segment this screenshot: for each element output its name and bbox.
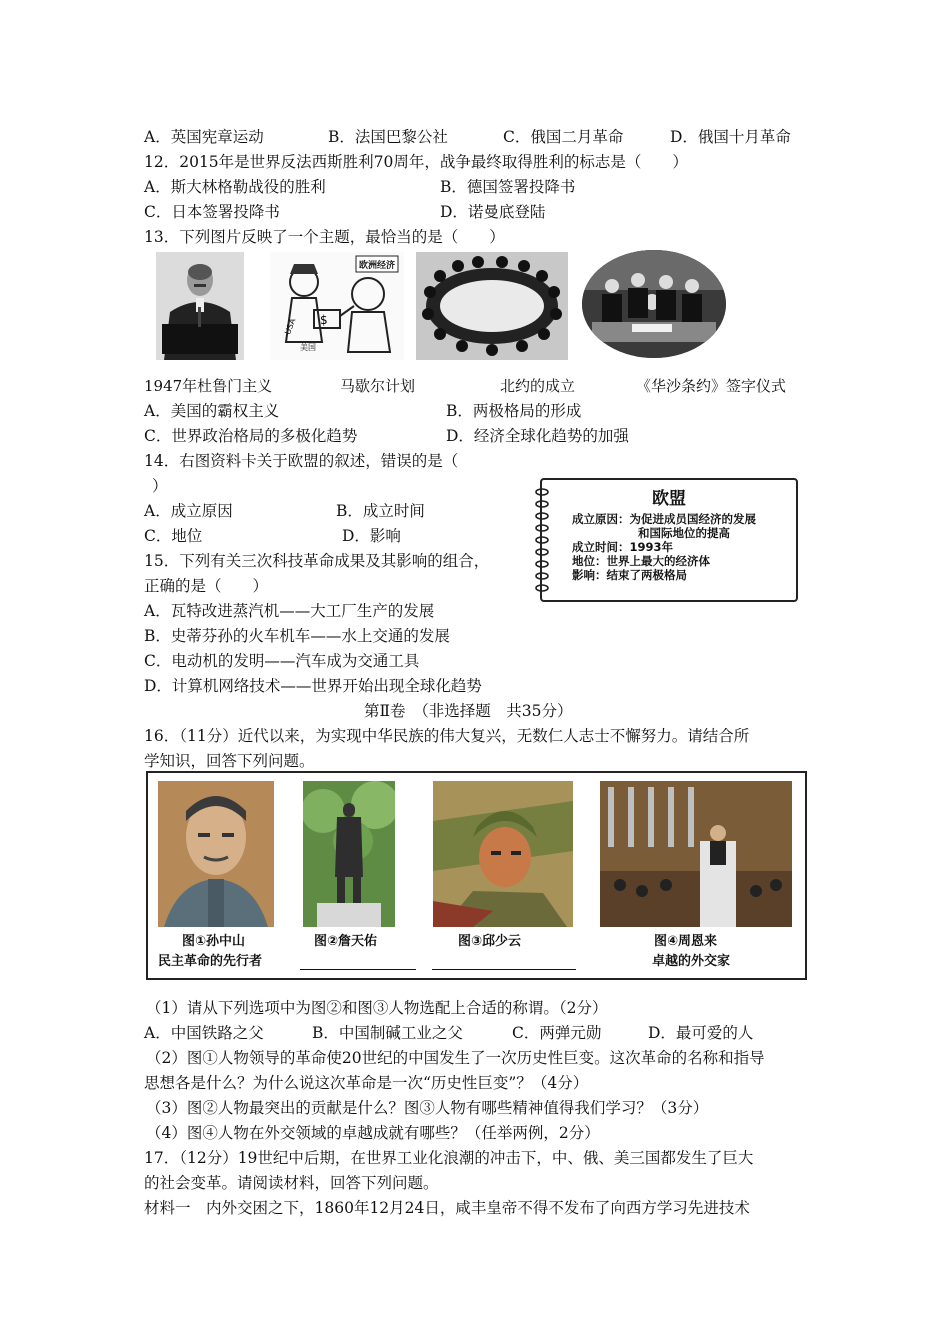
q14-option-b: B．成立时间 — [336, 502, 425, 520]
q14-stem-close: ） — [152, 477, 168, 495]
q14-stem: 14．右图资料卡关于欧盟的叙述，错误的是（ — [144, 452, 459, 470]
q16-sub3: （3）图②人物最突出的贡献是什么？图③人物有哪些精神值得我们学习？（3分） — [146, 1099, 709, 1117]
eu-card-status: 地位：世界上最大的经济体 — [572, 554, 710, 568]
q13-caption-warsaw-pact: 《华沙条约》签字仪式 — [636, 377, 787, 395]
q15-stem-cont: 正确的是（ ） — [144, 577, 269, 595]
fig1-label: 图①孙中山 — [182, 934, 246, 949]
q13-caption-marshall-plan: 马歇尔计划 — [340, 377, 416, 395]
q17-material-one: 材料一 内外交困之下，1860年12月24日，咸丰皇帝不得不发布了向西方学习先进技术 — [144, 1199, 750, 1217]
q13-option-a: A．美国的霸权主义 — [144, 402, 280, 420]
cartoon-label-usa: USA — [283, 317, 298, 336]
q16-sub2: （2）图①人物领导的革命使20世纪的中国发生了一次历史性巨变。这次革命的名称和指导 — [146, 1049, 765, 1067]
q16-stem: 16．（11分）近代以来，为实现中华民族的伟大复兴，无数仁人志士不懈努力。请结合所 — [144, 727, 750, 745]
q12-option-d: D．诺曼底登陆 — [440, 203, 546, 221]
q15-option-c: C．电动机的发明——汽车成为交通工具 — [144, 652, 420, 670]
q12-stem: 12．2015年是世界反法西斯胜利70周年，战争最终取得胜利的标志是（ ） — [144, 153, 688, 171]
q16-stem-cont: 学知识，回答下列问题。 — [144, 752, 315, 770]
fig4-label: 图④周恩来 — [654, 934, 718, 949]
q13-caption-truman-doctrine: 1947年杜鲁门主义 — [144, 377, 273, 395]
photo-qiu-shaoyun — [433, 781, 573, 927]
fig1-title: 民主革命的先行者 — [158, 954, 263, 969]
eu-card-reason: 成立原因：为促进成员国经济的发展 — [572, 512, 756, 526]
q13-caption-nato: 北约的成立 — [500, 377, 576, 395]
eu-card-reason-cont: 和国际地位的提高 — [638, 526, 730, 540]
q13-option-d: D．经济全球化趋势的加强 — [446, 427, 629, 445]
q15-option-b: B．史蒂芬孙的火车机车——水上交通的发展 — [144, 627, 450, 645]
q11-option-c: C．俄国二月革命 — [503, 128, 624, 146]
q12-option-c: C．日本签署投降书 — [144, 203, 280, 221]
fig3-answer-blank — [432, 969, 576, 970]
q11-option-a: A．英国宪章运动 — [144, 128, 264, 146]
q14-option-d: D．影响 — [342, 527, 401, 545]
fig2-answer-blank — [300, 969, 416, 970]
q11-option-d: D．俄国十月革命 — [670, 128, 791, 146]
q17-stem: 17．（12分）19世纪中后期，在世界工业化浪潮的冲击下，中、俄、美三国都发生了巨大 — [144, 1149, 754, 1167]
fig3-label: 图③邱少云 — [458, 934, 522, 949]
cartoon-marshall-plan — [270, 252, 404, 360]
q13-option-c: C．世界政治格局的多极化趋势 — [144, 427, 358, 445]
q16-sub2-cont: 思想各是什么？为什么说这次革命是一次“历史性巨变”？（4分） — [144, 1074, 589, 1092]
section-title: 第Ⅱ卷 （非选择题 共35分） — [364, 702, 573, 720]
eu-card-time: 成立时间：1993年 — [572, 540, 674, 554]
q16-sub1-option-a: A．中国铁路之父 — [144, 1024, 264, 1042]
q17-stem-cont: 的社会变革。请阅读材料，回答下列问题。 — [144, 1174, 439, 1192]
cartoon-label-america: 美国 — [300, 343, 316, 352]
q11-option-b: B．法国巴黎公社 — [328, 128, 448, 146]
photo-truman — [156, 252, 244, 360]
photo-nato-founding — [416, 252, 568, 360]
q15-option-a: A．瓦特改进蒸汽机——大工厂生产的发展 — [144, 602, 435, 620]
q16-sub1: （1）请从下列选项中为图②和图③人物选配上合适的称谓。（2分） — [146, 999, 608, 1017]
svg-text:$: $ — [320, 313, 328, 327]
q14-option-a: A．成立原因 — [144, 502, 233, 520]
photo-zhan-tianyou-statue — [303, 781, 395, 927]
q14-option-c: C．地位 — [144, 527, 203, 545]
cartoon-label-europe-economy: 欧洲经济 — [359, 261, 396, 271]
q16-sub4: （4）图④人物在外交领域的卓越成就有哪些？（任举两例，2分） — [146, 1124, 600, 1142]
eu-info-card — [540, 478, 798, 602]
q16-figure-frame — [146, 771, 807, 980]
q13-option-b: B．两极格局的形成 — [446, 402, 582, 420]
q16-sub1-option-d: D．最可爱的人 — [648, 1024, 754, 1042]
q16-sub1-option-c: C．两弹元勋 — [512, 1024, 602, 1042]
q12-option-b: B．德国签署投降书 — [440, 178, 576, 196]
photo-sun-yat-sen — [158, 781, 274, 927]
eu-card-title: 欧盟 — [652, 489, 686, 509]
fig2-label: 图②詹天佑 — [314, 934, 378, 949]
fig4-title: 卓越的外交家 — [652, 954, 731, 969]
q13-stem: 13．下列图片反映了一个主题，最恰当的是（ ） — [144, 228, 505, 246]
photo-warsaw-pact-signing — [582, 250, 726, 358]
eu-card-impact: 影响：结束了两极格局 — [572, 568, 687, 582]
q12-option-a: A．斯大林格勒战役的胜利 — [144, 178, 326, 196]
q15-stem: 15．下列有关三次科技革命成果及其影响的组合， — [144, 552, 490, 570]
q16-sub1-option-b: B．中国制碱工业之父 — [312, 1024, 463, 1042]
q15-option-d: D．计算机网络技术——世界开始出现全球化趋势 — [144, 677, 482, 695]
photo-zhou-enlai-conference — [600, 781, 792, 927]
